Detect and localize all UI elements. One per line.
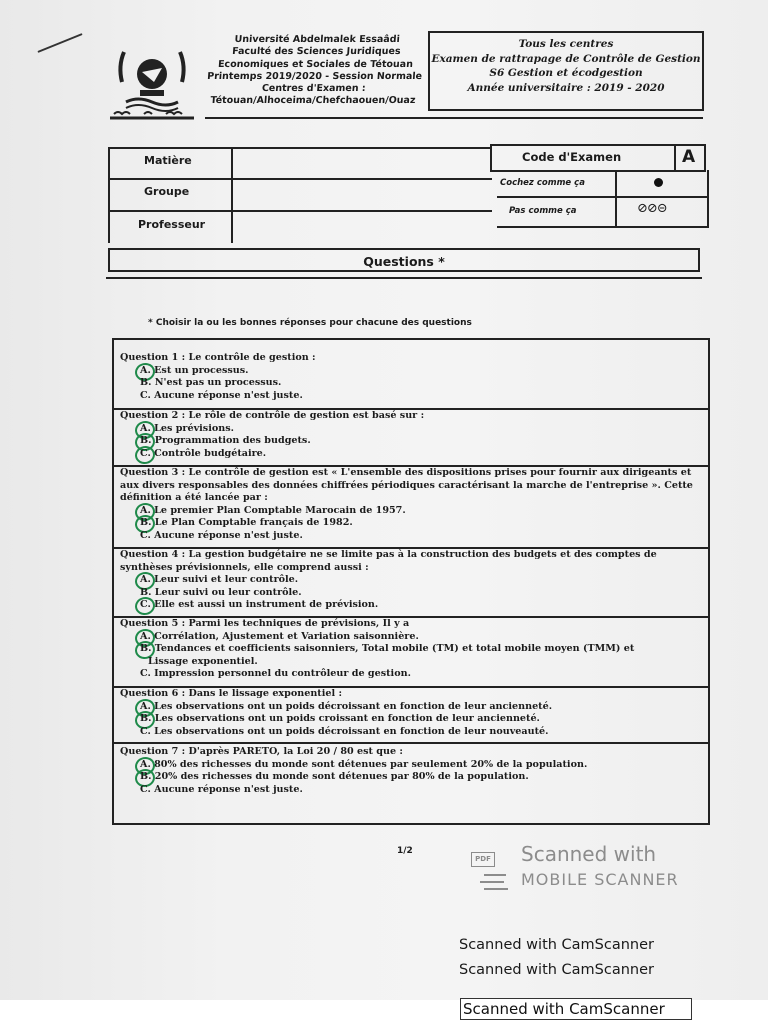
option[interactable]: A. Le premier Plan Comptable Marocain de 1957. [120,505,704,518]
pdf-icon: PDF [471,852,495,867]
question-head: Question 6 : Dans le lissage exponentiel : [120,688,343,699]
cochez-label: Cochez comme ça [500,178,585,188]
question-head: Question 5 : Parmi les techniques de prévisions, Il y a [120,618,410,629]
exam-centres: Tous les centres [518,38,614,50]
option-continuation: Lissage exponentiel. [148,655,258,667]
questions-banner [108,248,700,272]
exam-code-box [490,144,706,172]
university-header [202,34,427,108]
university-line: Tétouan/Alhoceima/Chefchaouen/Ouaz [209,95,416,107]
option[interactable]: B. Programmation des budgets. [120,435,704,448]
university-line: Economiques et Sociales de Tétouan [217,58,414,70]
option[interactable]: A. Leur suivi et leur contrôle. [120,574,704,587]
camscanner-label: Scanned with CamScanner [459,937,655,953]
question-head: Question 7 : D'après PARETO, la Loi 20 / 80 est que : [120,746,403,757]
question-4 [120,549,704,612]
question-3 [120,467,704,542]
exam-code-label: Code d'Examen [522,150,622,164]
question-5 [120,618,704,681]
question-head: Question 2 : Le rôle de contrôle de gestion est basé sur : [120,410,425,421]
question-head: Question 4 : La gestion budgétaire ne se limite pas à la construction des budgets et des comptes de synthèses prévisionnels, elle comprend aussi : [120,549,657,573]
exam-title: Examen de rattrapage de Contrôle de Gestion [431,52,701,65]
camscanner-label: Scanned with CamScanner [459,962,655,978]
page-number: 1/2 [397,846,413,856]
scanner-lines-icon [478,872,510,892]
label-groupe: Groupe [144,185,190,198]
option[interactable]: C. Aucune réponse n'est juste. [140,783,303,795]
option[interactable]: C. Les observations ont un poids décroissant en fonction de leur nouveauté. [140,725,549,737]
label-professeur: Professeur [138,218,206,231]
questions-box [112,338,710,825]
option[interactable]: A. 80% des richesses du monde sont détenues par seulement 20% de la population. [120,759,704,772]
questions-title: Questions * [363,254,445,269]
question-head: Question 3 : Le contrôle de gestion est « L'ensemble des dispositions prises pour fournir aux dirigeants et aux divers responsables des données chiffrées périodiques caractérisant la marche de l'entreprise ». Cette définition a été lancée par : [120,467,693,503]
question-6 [120,688,704,738]
watermark-line2: MOBILE SCANNER [521,870,679,889]
option[interactable]: C. Elle est aussi un instrument de prévision. [120,599,704,612]
option[interactable]: B. Le Plan Comptable français de 1982. [120,517,704,530]
option[interactable]: B. 20% des richesses du monde sont détenues par 80% de la population. [120,771,704,784]
option[interactable]: C. Aucune réponse n'est juste. [140,529,303,541]
label-matiere: Matière [144,154,192,167]
option[interactable]: A. Les observations ont un poids décroissant en fonction de leur ancienneté. [120,701,704,714]
marking-legend [497,170,709,228]
option[interactable]: C. Contrôle budgétaire. [120,448,704,461]
option[interactable]: A. Est un processus. [120,365,704,378]
question-7 [120,746,704,796]
camscanner-footer: Scanned with CamScanner [460,998,692,1020]
exam-info-box [428,31,704,111]
info-table [108,147,492,243]
pas-comme-ca-label: Pas comme ça [509,206,577,216]
question-head: Question 1 : Le contrôle de gestion : [120,352,316,363]
instruction-text: * Choisir la ou les bonnes réponses pour chacune des questions [148,318,472,328]
exam-level: S6 Gestion et écodgestion [489,67,643,79]
option[interactable]: B. N'est pas un processus. [140,377,282,388]
header-rule [205,117,703,119]
option[interactable]: B. Tendances et coefficients saisonniers, Total mobile (TM) et total mobile moyen (TMM) et [120,643,704,656]
question-1 [120,352,704,402]
university-line: Printemps 2019/2020 - Session Normale [206,70,423,82]
watermark-line1: Scanned with [521,842,657,866]
filled-dot-icon [654,178,663,187]
wrong-marks-icon: ⊘⊘⊝ [637,201,667,216]
university-logo [104,44,200,126]
option[interactable]: B. Leur suivi ou leur contrôle. [140,586,302,598]
option[interactable]: C. Impression personnel du contrôleur de gestion. [140,668,411,679]
exam-code-letter: A [682,147,696,167]
option[interactable]: B. Les observations ont un poids croissant en fonction de leur ancienneté. [120,713,704,726]
option[interactable]: A. Les prévisions. [120,423,704,436]
exam-year: Année universitaire : 2019 - 2020 [467,81,665,94]
question-2 [120,410,704,460]
university-line: Université Abdelmalek Essaâdi [234,34,401,45]
option[interactable]: A. Corrélation, Ajustement et Variation saisonnière. [120,631,704,644]
option[interactable]: C. Aucune réponse n'est juste. [140,389,303,401]
university-line: Faculté des Sciences Juridiques [231,46,401,58]
university-line: Centres d'Examen : [261,83,367,95]
